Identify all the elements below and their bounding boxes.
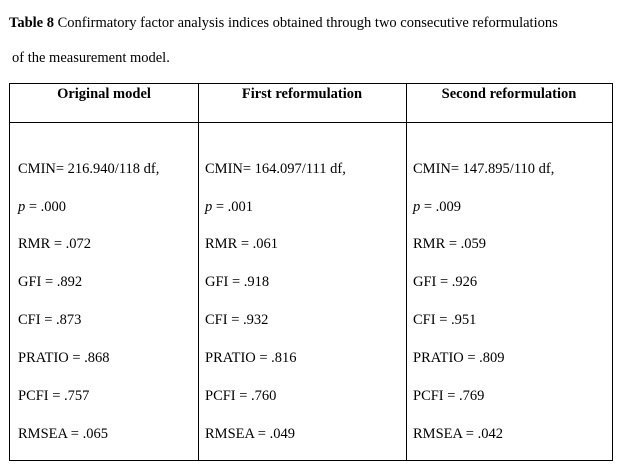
p-symbol: p xyxy=(205,199,213,215)
p-symbol: p xyxy=(18,199,26,215)
p-value xyxy=(413,199,461,216)
header-original-model: Original model xyxy=(57,86,151,102)
caption-text-line2: of the measurement model. xyxy=(12,50,170,66)
pratio-value: PRATIO = .809 xyxy=(413,350,505,366)
cmin-value: CMIN= 216.940/118 df, xyxy=(18,161,160,177)
fit-indices-table xyxy=(9,83,613,461)
pratio-value: PRATIO = .816 xyxy=(205,350,297,366)
header-first-reformulation: First reformulation xyxy=(241,86,363,102)
rmsea-value: RMSEA = .049 xyxy=(205,426,295,442)
rmr-value: RMR = .061 xyxy=(205,236,279,252)
p-value-number: = .009 xyxy=(420,199,462,215)
gfi-value: GFI = .918 xyxy=(205,274,270,290)
rmsea-value: RMSEA = .065 xyxy=(18,426,108,442)
cfi-value: CFI = .932 xyxy=(205,312,269,328)
rmr-value: RMR = .059 xyxy=(413,236,487,252)
header-divider xyxy=(10,122,612,123)
rmsea-value: RMSEA = .042 xyxy=(413,426,503,442)
cmin-value: CMIN= 147.895/110 df, xyxy=(413,161,555,177)
caption-label: Table 8 xyxy=(9,15,54,31)
p-value xyxy=(205,199,253,216)
p-value-number: = .001 xyxy=(212,199,254,215)
pcfi-value: PCFI = .760 xyxy=(205,388,277,404)
gfi-value: GFI = .926 xyxy=(413,274,478,290)
cmin-value: CMIN= 164.097/111 df, xyxy=(205,161,346,177)
column-divider xyxy=(406,84,407,460)
column-divider xyxy=(198,84,199,460)
p-value-number: = .000 xyxy=(25,199,67,215)
cfi-value: CFI = .951 xyxy=(413,312,477,328)
pcfi-value: PCFI = .757 xyxy=(18,388,90,404)
pratio-value: PRATIO = .868 xyxy=(18,350,110,366)
header-second-reformulation: Second reformulation xyxy=(441,86,577,102)
caption-text-line1: Confirmatory factor analysis indices obtained through two consecutive reformulations xyxy=(54,15,558,31)
p-symbol: p xyxy=(413,199,421,215)
gfi-value: GFI = .892 xyxy=(18,274,83,290)
p-value xyxy=(18,199,66,216)
table-caption xyxy=(9,6,624,76)
cfi-value: CFI = .873 xyxy=(18,312,82,328)
pcfi-value: PCFI = .769 xyxy=(413,388,485,404)
rmr-value: RMR = .072 xyxy=(18,236,92,252)
